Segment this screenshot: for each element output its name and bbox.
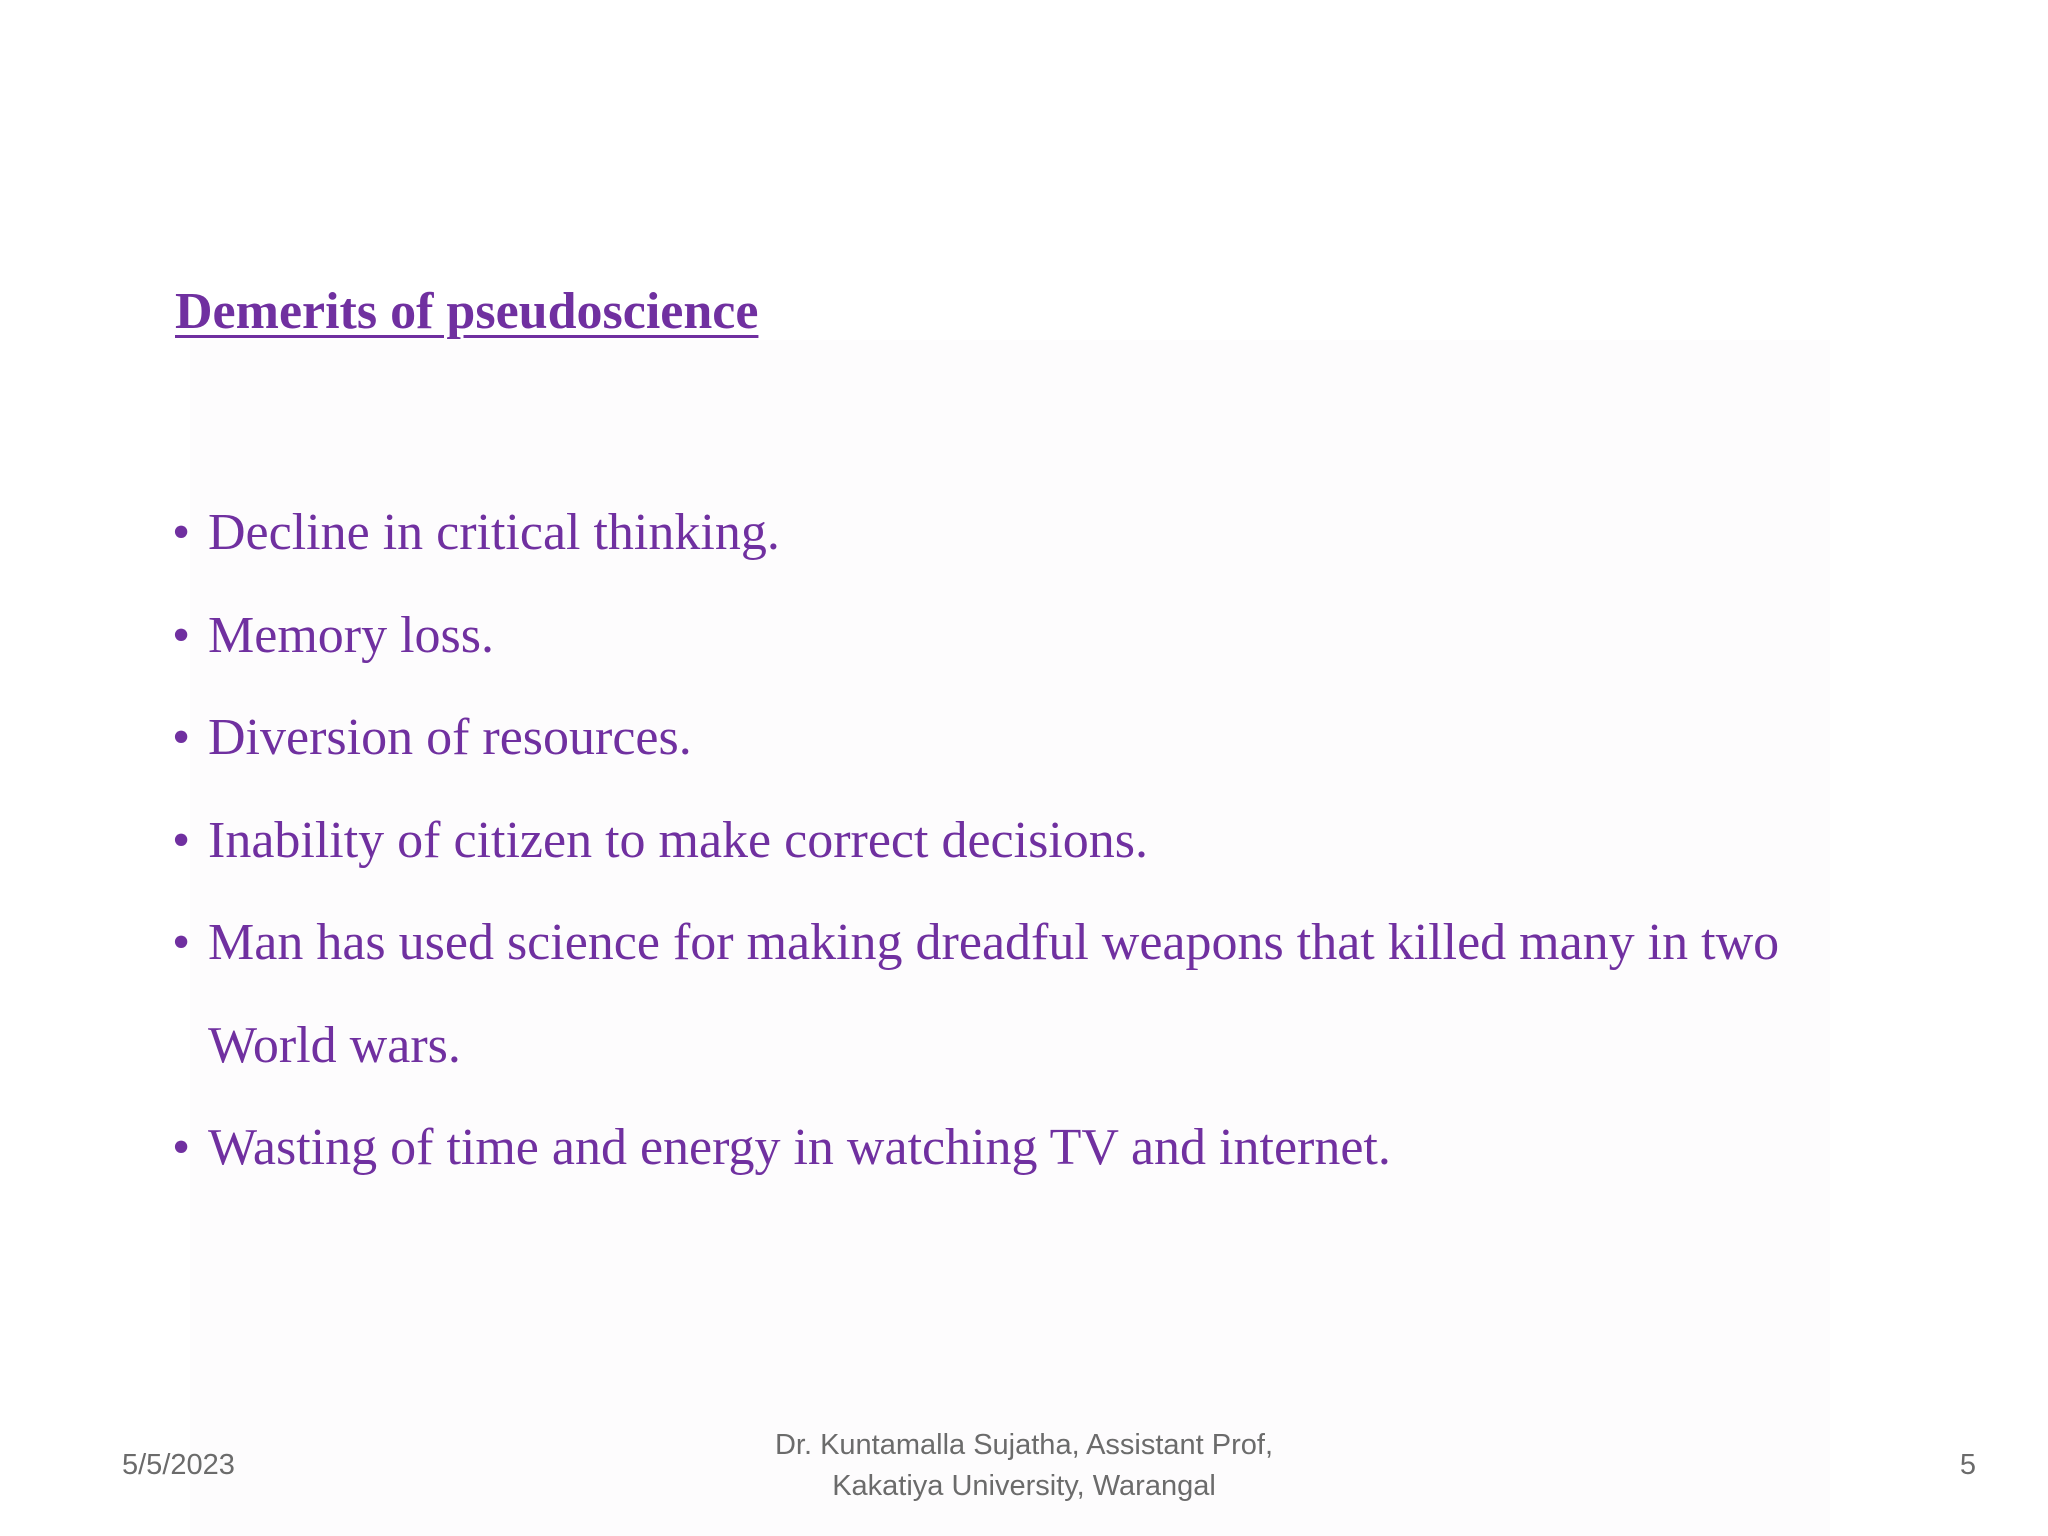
bullet-item: • Decline in critical thinking. [172, 482, 1872, 585]
footer-author-line-2: Kakatiya University, Warangal [832, 1470, 1216, 1502]
bullet-item: • Diversion of resources. [172, 687, 1872, 790]
footer-author-line-1: Dr. Kuntamalla Sujatha, Assistant Prof, [774, 1429, 1274, 1461]
footer-author [674, 1425, 1374, 1507]
slide-title: Demerits of pseudoscience [175, 283, 759, 340]
bullet-item: • Man has used science for making dreadful weapons that killed many in two World wars. [172, 892, 1872, 1097]
footer-date: 5/5/2023 [122, 1449, 235, 1481]
bullet-list [172, 482, 1872, 1200]
slide-number: 5 [1959, 1449, 1976, 1481]
bullet-item: • Inability of citizen to make correct decisions. [172, 790, 1872, 893]
bullet-item: • Wasting of time and energy in watching TV and internet. [172, 1097, 1872, 1200]
bullet-item: • Memory loss. [172, 585, 1872, 688]
